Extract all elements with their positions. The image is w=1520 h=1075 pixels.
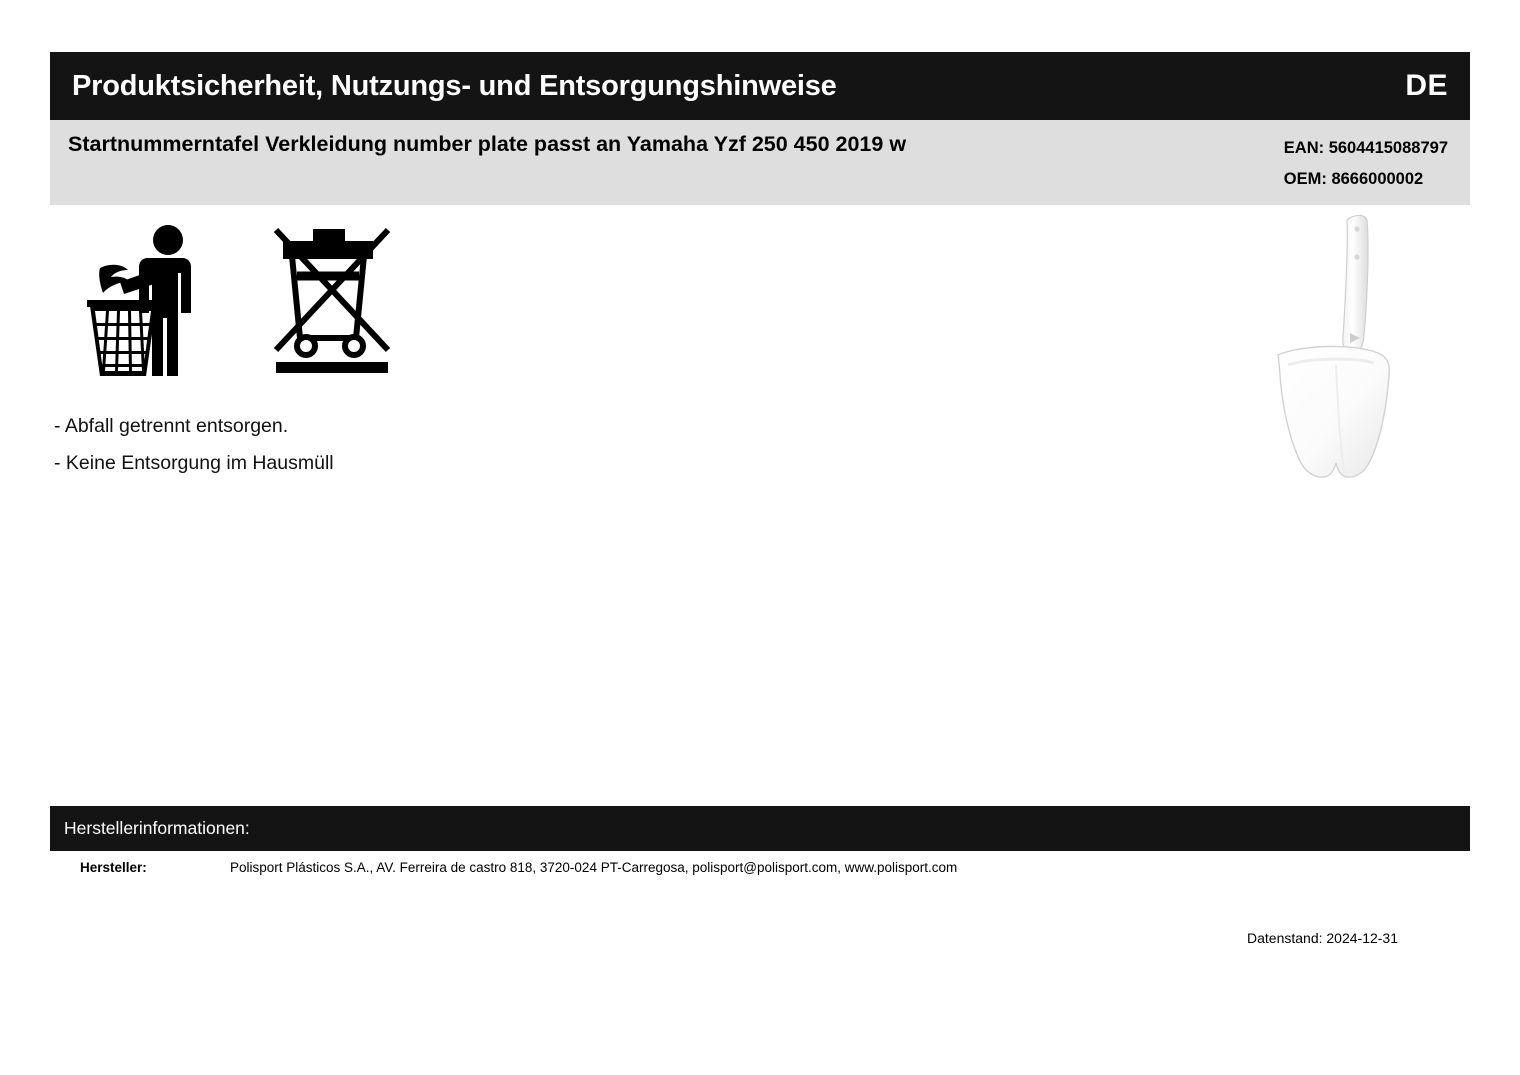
pictogram-group xyxy=(80,222,410,382)
list-item: - Keine Entsorgung im Hausmüll xyxy=(54,452,334,475)
manufacturer-section-header xyxy=(50,806,1470,851)
tidyman-icon xyxy=(84,222,214,382)
list-item: - Abfall getrennt entsorgen. xyxy=(54,415,289,437)
product-codes xyxy=(1284,129,1448,205)
manufacturer-row xyxy=(50,860,1470,875)
product-info-bar xyxy=(50,120,1470,205)
weee-crossed-out-wheelie-bin-icon xyxy=(270,222,395,382)
language-badge: DE xyxy=(1405,69,1448,102)
manufacturer-heading: Herstellerinformationen: xyxy=(64,818,250,838)
page-title: Produktsicherheit, Nutzungs- und Entsorgungshinweise xyxy=(72,69,837,102)
manufacturer-value: Polisport Plásticos S.A., AV. Ferreira de castro 818, 3720-024 PT-Carregosa, polisport@polisport.com, www.polisport.com xyxy=(230,860,958,875)
datestamp: Datenstand: 2024-12-31 xyxy=(1247,930,1398,946)
number-plate-product-photo xyxy=(1240,205,1430,515)
ean-code: EAN: 5604415088797 xyxy=(1283,139,1448,157)
oem-code: OEM: 8666000002 xyxy=(1283,169,1424,188)
document-header xyxy=(50,52,1470,120)
manufacturer-label: Hersteller: xyxy=(80,860,147,875)
disposal-notes xyxy=(54,408,754,483)
product-name: Startnummerntafel Verkleidung number plate passt an Yamaha Yzf 250 450 2019 w xyxy=(68,132,907,156)
